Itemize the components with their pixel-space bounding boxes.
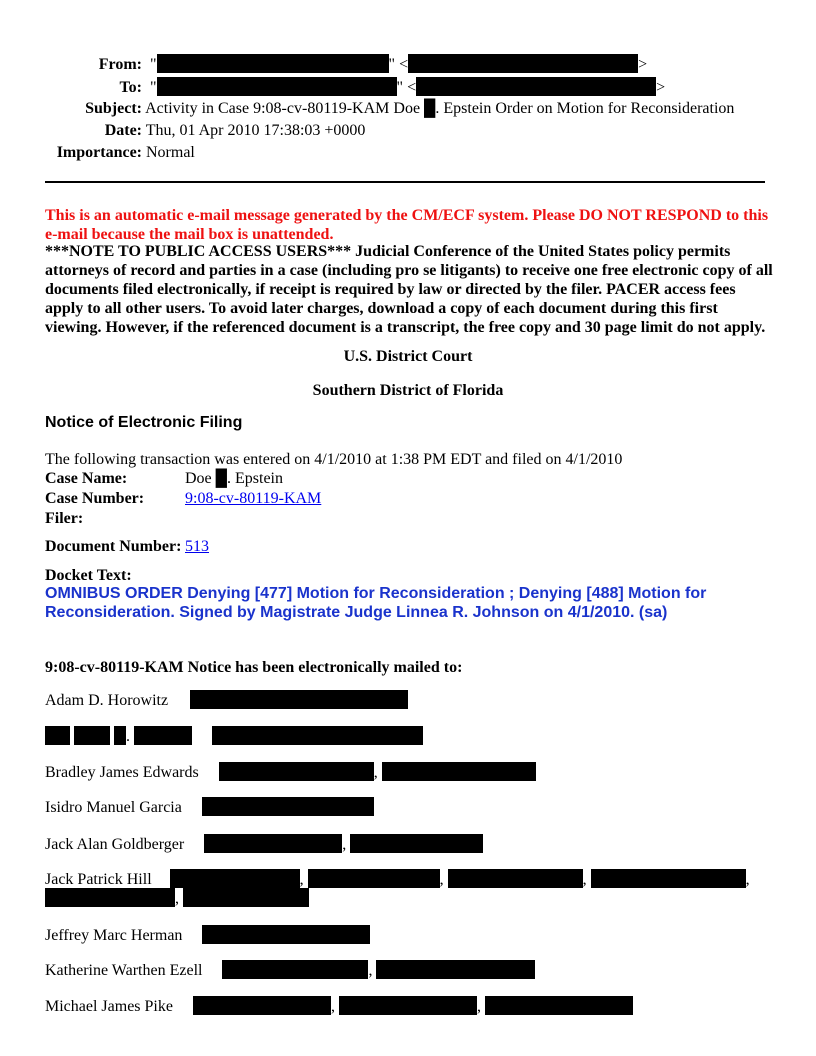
redaction-block [190,690,408,709]
header-divider [45,181,765,183]
attorney-name: Adam D. Horowitz [45,692,169,709]
subject-value: Activity in Case 9:08-cv-80119-KAM Doe █. Epstein Order on Motion for Reconsideration [145,100,735,117]
redaction-block [485,996,633,1015]
redaction-block [157,77,397,96]
attorney-name: Jack Alan Goldberger [45,836,185,853]
case-name-row [45,470,323,490]
redaction-block [204,834,342,853]
redaction-block [308,869,440,888]
subject-row [0,99,734,119]
redaction-block [45,888,175,907]
district-name: Southern District of Florida [312,382,504,399]
subject-label: Subject: [85,100,142,117]
nef-title: Notice of Electronic Filing [45,414,243,431]
case-number-label: Case Number: [45,490,145,507]
case-name-label: Case Name: [45,470,128,487]
importance-label: Importance: [56,144,142,161]
redaction-block [170,869,300,888]
case-name-value: Doe █. Epstein [185,470,283,487]
redaction-block [376,960,535,979]
redaction-block [222,960,368,979]
transaction-line: The following transaction was entered on 4/1/2010 at 1:38 PM EDT and filed on 4/1/2010 [45,451,623,468]
filer-label: Filer: [45,510,84,527]
redaction-block [157,54,389,73]
redaction-block [416,77,656,96]
date-value: Thu, 01 Apr 2010 17:38:03 +0000 [145,122,366,139]
redaction-block [183,888,309,907]
from-row [0,54,647,75]
redaction-block [202,925,370,944]
list-item [45,925,370,946]
from-value: " " < > [146,56,648,73]
case-number-link[interactable]: 9:08-cv-80119-KAM [185,490,322,507]
list-item: , [45,888,309,909]
to-label: To: [119,79,142,96]
from-label: From: [98,56,142,73]
redaction-block [193,996,331,1015]
docket-text: OMNIBUS ORDER Denying [477] Motion for Reconsideration ; Denying [488] Motion for Reconsideration. Signed by Magistrate Judge Linnea R. Johnson on 4/1/2010. (sa) [45,585,707,621]
redaction-block [339,996,477,1015]
list-item: Michael James Pike , , [45,996,633,1017]
court-name: U.S. District Court [343,348,473,365]
list-item [45,690,408,711]
importance-value: Normal [146,144,195,161]
list-item: Katherine Warthen Ezell , [45,960,535,981]
list-item: . [45,726,423,747]
list-item: Bradley James Edwards , [45,762,536,783]
document-number-label: Document Number: [45,538,182,555]
attorney-name: Isidro Manuel Garcia [45,799,182,816]
attorney-name: Jeffrey Marc Herman [45,927,183,944]
list-item: Jack Alan Goldberger , [45,834,483,855]
redaction-block [202,797,374,816]
auto-notice: This is an automatic e-mail message generated by the CM/ECF system. Please DO NOT RESPOND to this e-mail because the mail box is unattended. [45,207,769,243]
attorney-name: Bradley James Edwards [45,764,199,781]
importance-row [0,143,195,163]
to-value: " " < > [146,79,666,96]
date-row [0,121,365,141]
attorney-name: Jack Patrick Hill [45,871,152,888]
redaction-block [212,726,423,745]
list-item: Jack Patrick Hill , , , , [45,871,750,888]
redaction-block [408,54,638,73]
redaction-block [74,726,110,745]
redaction-block [114,726,126,745]
redaction-block [45,726,70,745]
filer-value [185,510,323,530]
attorney-name: Michael James Pike [45,998,173,1015]
attorney-name: Katherine Warthen Ezell [45,962,203,979]
docket-text-label: Docket Text: [45,567,132,584]
date-label: Date: [104,122,142,139]
mailed-heading: 9:08-cv-80119-KAM Notice has been electronically mailed to: [45,659,463,676]
redaction-block [382,762,536,781]
case-info-table [45,470,323,558]
redaction-block [219,762,374,781]
public-access-note: ***NOTE TO PUBLIC ACCESS USERS*** Judicial Conference of the United States policy permits attorneys of record and parties in a case (including pro se litigants) to receive one free electronic copy of all documents filed electronically, if receipt is required by law or directed by the filer. PACER access fees apply to all other users. To avoid later charges, download a copy of each document during this first viewing. However, if the referenced document is a transcript, the free copy and 30 page limit do not apply. [45,243,773,336]
filer-row [45,510,323,530]
redaction-block [591,869,746,888]
case-number-row [45,490,323,510]
list-item [45,797,374,818]
document-number-row [45,530,323,558]
to-row [0,77,665,98]
redaction-block [350,834,483,853]
redaction-block [448,869,583,888]
document-number-link[interactable]: 513 [185,538,209,555]
redaction-block [134,726,192,745]
